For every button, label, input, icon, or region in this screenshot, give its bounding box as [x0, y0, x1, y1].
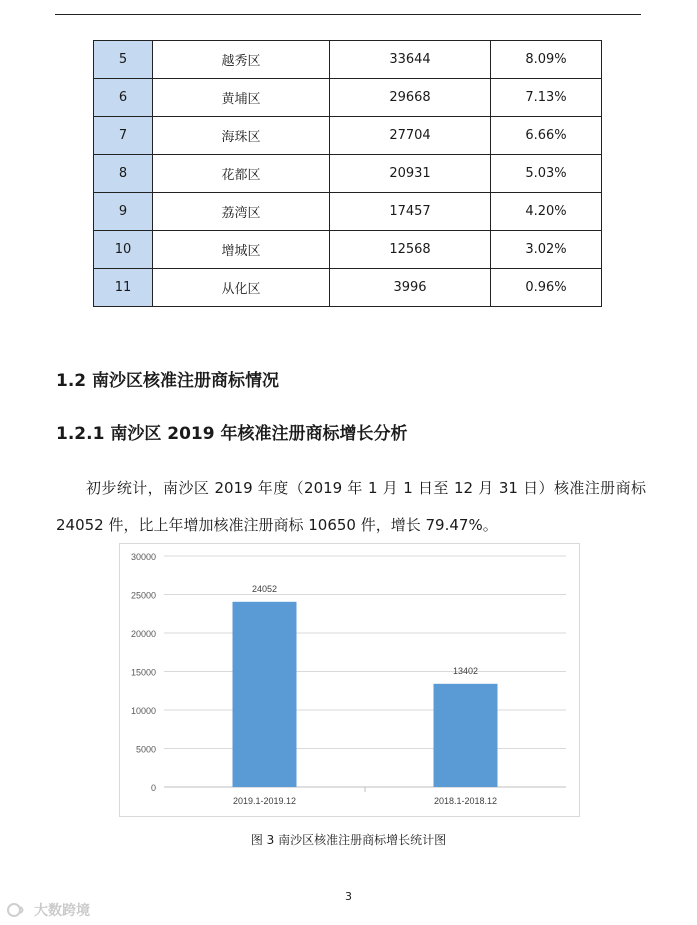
district-name-cell: 荔湾区 — [153, 193, 330, 231]
share-percent-cell: 6.66% — [491, 117, 602, 155]
x-tick-label: 2018.1-2018.12 — [433, 796, 498, 806]
row-index-cell: 7 — [94, 117, 153, 155]
data-label: 13402 — [452, 665, 479, 676]
table-row — [94, 79, 602, 117]
watermark-text: 大数跨境 — [34, 903, 90, 919]
subsection-heading: 1.2.1 南沙区 2019 年核准注册商标增长分析 — [56, 424, 408, 444]
y-tick-label: 30000 — [130, 552, 156, 562]
trademark-count-cell: 3996 — [330, 269, 491, 307]
share-percent-cell: 0.96% — [491, 269, 602, 307]
bar — [434, 684, 498, 787]
y-tick-label: 10000 — [130, 706, 156, 716]
x-tick-label: 2019.1-2019.12 — [232, 796, 297, 806]
trademark-count-cell: 12568 — [330, 231, 491, 269]
row-index-cell: 11 — [94, 269, 153, 307]
table-row — [94, 231, 602, 269]
district-ranking-table — [93, 40, 602, 307]
watermark — [6, 900, 90, 920]
trademark-count-cell: 27704 — [330, 117, 491, 155]
trademark-growth-chart — [119, 543, 580, 817]
district-name-cell: 增城区 — [153, 231, 330, 269]
row-index-cell: 9 — [94, 193, 153, 231]
table-row — [94, 41, 602, 79]
body-paragraph: 初步统计，南沙区 2019 年度（2019 年 1 月 1 日至 12 月 31 日）核准注册商标 24052 件，比上年增加核准注册商标 10650 件，增长 79.47%。 — [56, 479, 646, 534]
share-percent-cell: 4.20% — [491, 193, 602, 231]
header-rule — [55, 14, 641, 15]
district-name-cell: 从化区 — [153, 269, 330, 307]
chart-canvas — [120, 544, 579, 816]
share-percent-cell: 5.03% — [491, 155, 602, 193]
trademark-count-cell: 33644 — [330, 41, 491, 79]
row-index-cell: 8 — [94, 155, 153, 193]
data-label: 24052 — [251, 583, 278, 594]
row-index-cell: 5 — [94, 41, 153, 79]
table-row — [94, 269, 602, 307]
page-number: 3 — [345, 890, 352, 903]
table-row — [94, 193, 602, 231]
row-index-cell: 10 — [94, 231, 153, 269]
table-row — [94, 117, 602, 155]
district-name-cell: 越秀区 — [153, 41, 330, 79]
trademark-count-cell: 29668 — [330, 79, 491, 117]
district-name-cell: 海珠区 — [153, 117, 330, 155]
watermark-logo-icon — [6, 902, 30, 918]
table-row — [94, 155, 602, 193]
section-heading: 1.2 南沙区核准注册商标情况 — [56, 371, 280, 391]
figure-caption: 图 3 南沙区核准注册商标增长统计图 — [250, 833, 447, 847]
row-index-cell: 6 — [94, 79, 153, 117]
y-tick-label: 25000 — [130, 590, 156, 601]
trademark-count-cell: 20931 — [330, 155, 491, 193]
share-percent-cell: 7.13% — [491, 79, 602, 117]
y-tick-label: 5000 — [135, 744, 156, 755]
y-tick-label: 15000 — [130, 667, 156, 678]
share-percent-cell: 3.02% — [491, 231, 602, 269]
bar — [233, 602, 297, 787]
y-tick-label: 20000 — [130, 629, 156, 639]
y-tick-label: 0 — [150, 783, 156, 793]
district-name-cell: 黄埔区 — [153, 79, 330, 117]
share-percent-cell: 8.09% — [491, 41, 602, 79]
trademark-count-cell: 17457 — [330, 193, 491, 231]
district-name-cell: 花都区 — [153, 155, 330, 193]
